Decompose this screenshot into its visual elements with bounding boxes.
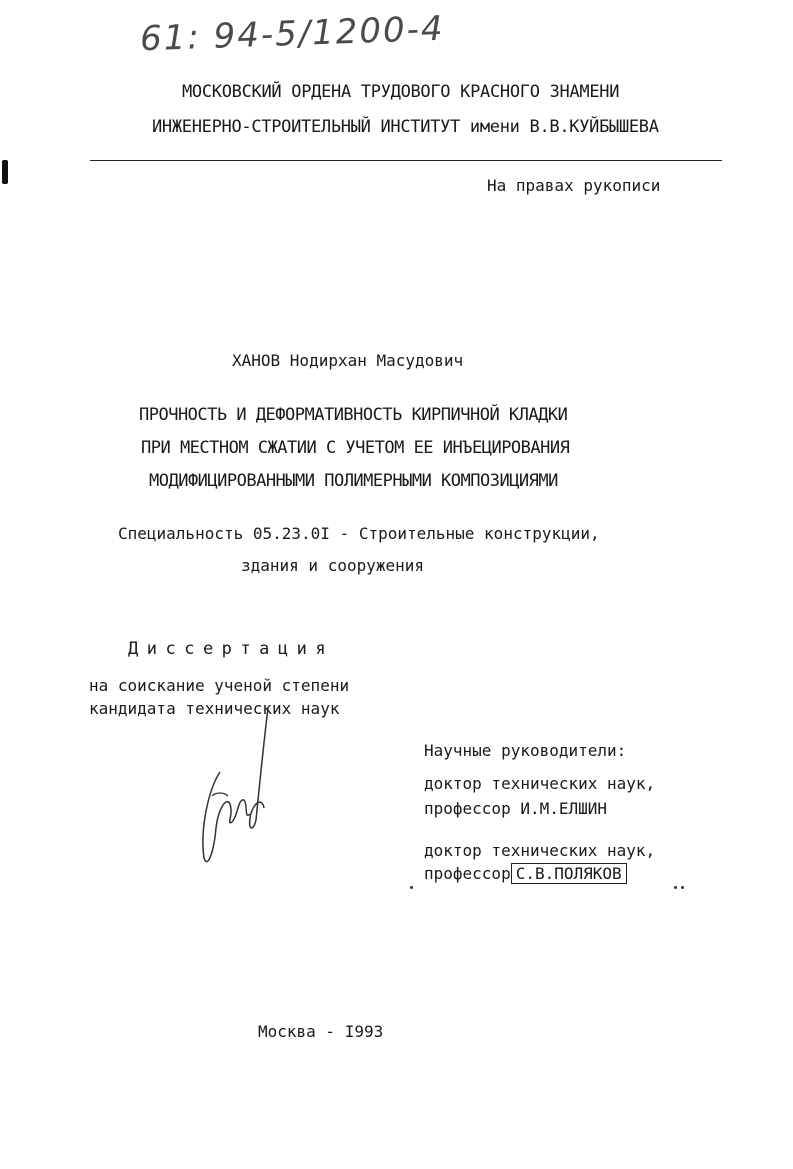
catalog-code-handwritten: 61: 94-5/1200-4	[139, 8, 446, 60]
supervisor-2-title: профессор	[424, 864, 511, 883]
ink-dot	[410, 886, 413, 889]
dissertation-line-2: кандидата технических наук	[89, 699, 340, 718]
supervisors-heading: Научные руководители:	[424, 741, 627, 760]
margin-mark	[2, 160, 8, 184]
header-divider	[90, 160, 722, 161]
ink-dot	[681, 886, 684, 889]
specialty-line-2: здания и сооружения	[241, 556, 425, 575]
institution-line-1: МОСКОВСКИЙ ОРДЕНА ТРУДОВОГО КРАСНОГО ЗНАМЕНИ	[182, 82, 620, 102]
specialty-line-1: Специальность 05.23.0I - Строительные конструкции,	[118, 524, 600, 543]
dissertation-heading: Диссертация	[128, 639, 335, 659]
place-year: Москва - I993	[258, 1022, 384, 1041]
supervisor-2	[424, 864, 627, 883]
dissertation-line-1: на соискание ученой степени	[89, 676, 350, 695]
supervisor-1-name: профессор И.М.ЕЛШИН	[424, 799, 608, 818]
supervisor-2-name: С.В.ПОЛЯКОВ	[511, 863, 627, 884]
author-name: ХАНОВ Нодирхан Масудович	[232, 351, 464, 370]
author-signature	[190, 700, 290, 870]
supervisor-2-degree: доктор технических наук,	[424, 841, 656, 860]
rights-note: На правах рукописи	[487, 176, 661, 195]
title-line-3: МОДИФИЦИРОВАННЫМИ ПОЛИМЕРНЫМИ КОМПОЗИЦИЯМИ	[149, 471, 558, 491]
ink-dot	[674, 886, 677, 889]
title-line-2: ПРИ МЕСТНОМ СЖАТИИ С УЧЕТОМ ЕЕ ИНЪЕЦИРОВАНИЯ	[141, 438, 570, 458]
title-line-1: ПРОЧНОСТЬ И ДЕФОРМАТИВНОСТЬ КИРПИЧНОЙ КЛАДКИ	[139, 405, 568, 425]
supervisor-1-degree: доктор технических наук,	[424, 774, 656, 793]
institution-line-2: ИНЖЕНЕРНО-СТРОИТЕЛЬНЫЙ ИНСТИТУТ имени В.В.КУЙБЫШЕВА	[152, 117, 659, 137]
